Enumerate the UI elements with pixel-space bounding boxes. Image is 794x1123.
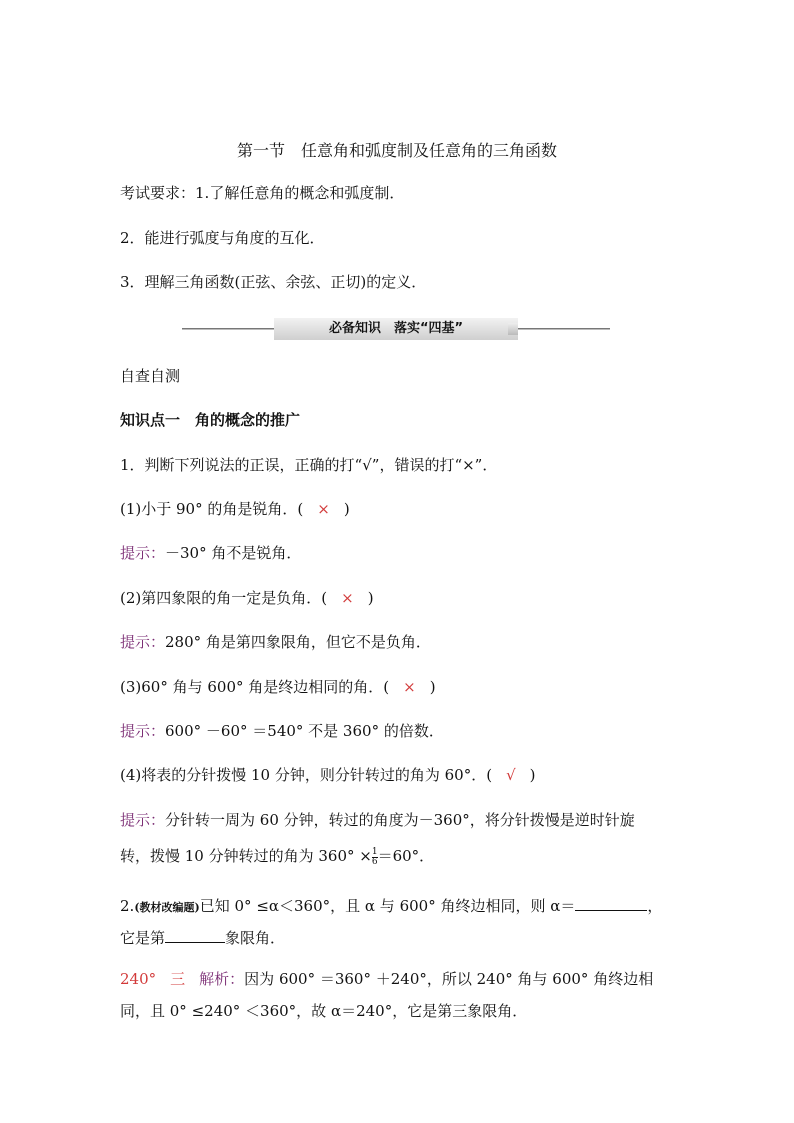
question-2-stem-d: 象限角．: [225, 929, 286, 947]
requirement-item-2: 2．能进行弧度与角度的互化．: [120, 229, 325, 247]
close-paren: ): [343, 500, 350, 518]
close-paren: ): [529, 766, 536, 784]
requirements-label: 考试要求：: [120, 184, 196, 202]
hint-label: 提示：: [120, 811, 166, 829]
question-1-part-1: [120, 499, 350, 519]
question-2-number: 2.: [120, 897, 135, 915]
answer-1-value: 240°: [120, 970, 157, 988]
part-4-text: (4)将表的分针拨慢 10 分钟，则分针转过的角为 60°．(: [120, 766, 493, 784]
answer-2-mark: ×: [341, 589, 354, 607]
answer-blank-1[interactable]: [575, 894, 647, 911]
question-2-line-2: [120, 926, 285, 948]
hint-4-text-c: ＝60°．: [377, 847, 435, 865]
banner-cap-right: [508, 323, 518, 335]
hint-3-text: 600° －60° ＝540° 不是 360° 的倍数．: [165, 722, 444, 740]
fraction-denominator: 6: [371, 856, 378, 867]
close-paren: ): [367, 589, 374, 607]
textbook-adapted-tag: (教材改编题): [134, 901, 200, 914]
question-2-stem-b: ，: [647, 897, 663, 915]
question-1-stem: 1．判断下列说法的正误，正确的打“√”，错误的打“×”．: [120, 456, 498, 474]
banner-rule-left: [182, 328, 274, 330]
question-2-stem-a: 已知 0° ≤α＜360°，且 α 与 600° 角终边相同，则 α＝: [199, 897, 576, 915]
hint-label: 提示：: [120, 722, 166, 740]
banner-label: 必备知识 落实“四基”: [274, 318, 518, 340]
hint-1: [120, 543, 301, 563]
knowledge-point-heading: 知识点一 角的概念的推广: [120, 411, 301, 429]
answer-3-mark: ×: [403, 678, 416, 696]
solution-line-1: [120, 969, 653, 989]
question-1-part-2: [120, 588, 374, 608]
solution-label: 解析：: [199, 970, 245, 988]
hint-4-text-b: 转，拨慢 10 分钟转过的角为 360° ×: [120, 847, 372, 865]
part-3-text: (3)60° 角与 600° 角是终边相同的角．(: [120, 678, 390, 696]
solution-line-2: 同，且 0° ≤240° ＜360°，故 α＝240°，它是第三象限角．: [120, 1002, 528, 1020]
question-1-part-4: [120, 765, 536, 785]
question-2-line-1: [120, 894, 662, 918]
self-check-heading: 自查自测: [120, 367, 181, 385]
question-2-stem-c: 它是第: [120, 929, 166, 947]
requirements-line-1: [120, 183, 404, 203]
hint-4-line-1: [120, 810, 635, 830]
section-banner: [182, 318, 610, 340]
hint-label: 提示：: [120, 633, 166, 651]
hint-4-text-a: 分针转一周为 60 分钟，转过的角度为－360°，将分针拨慢是逆时针旋: [165, 811, 635, 829]
answer-1-mark: ×: [317, 500, 330, 518]
requirement-item-1: 1.了解任意角的概念和弧度制．: [195, 184, 405, 202]
close-paren: ): [429, 678, 436, 696]
hint-1-text: －30° 角不是锐角．: [165, 544, 302, 562]
hint-2: [120, 632, 431, 652]
answer-4-mark: √: [506, 766, 516, 784]
hint-label: 提示：: [120, 544, 166, 562]
hint-3: [120, 721, 444, 741]
requirement-item-3: 3．理解三角函数(正弦、余弦、正切)的定义．: [120, 273, 427, 291]
fraction-numerator: 1: [371, 846, 378, 857]
part-1-text: (1)小于 90° 的角是锐角．(: [120, 500, 304, 518]
hint-2-text: 280° 角是第四象限角，但它不是负角．: [165, 633, 431, 651]
question-1-part-3: [120, 677, 436, 697]
answer-2-value: 三: [170, 970, 186, 988]
part-2-text: (2)第四象限的角一定是负角．(: [120, 589, 328, 607]
solution-text-a: 因为 600° ＝360° ＋240°，所以 240° 角与 600° 角终边相: [244, 970, 654, 988]
banner-rule-right: [518, 328, 610, 330]
answer-blank-2[interactable]: [165, 926, 225, 943]
hint-4-line-2: [120, 846, 434, 867]
page-title: 第一节 任意角和弧度制及任意角的三角函数: [236, 141, 557, 160]
